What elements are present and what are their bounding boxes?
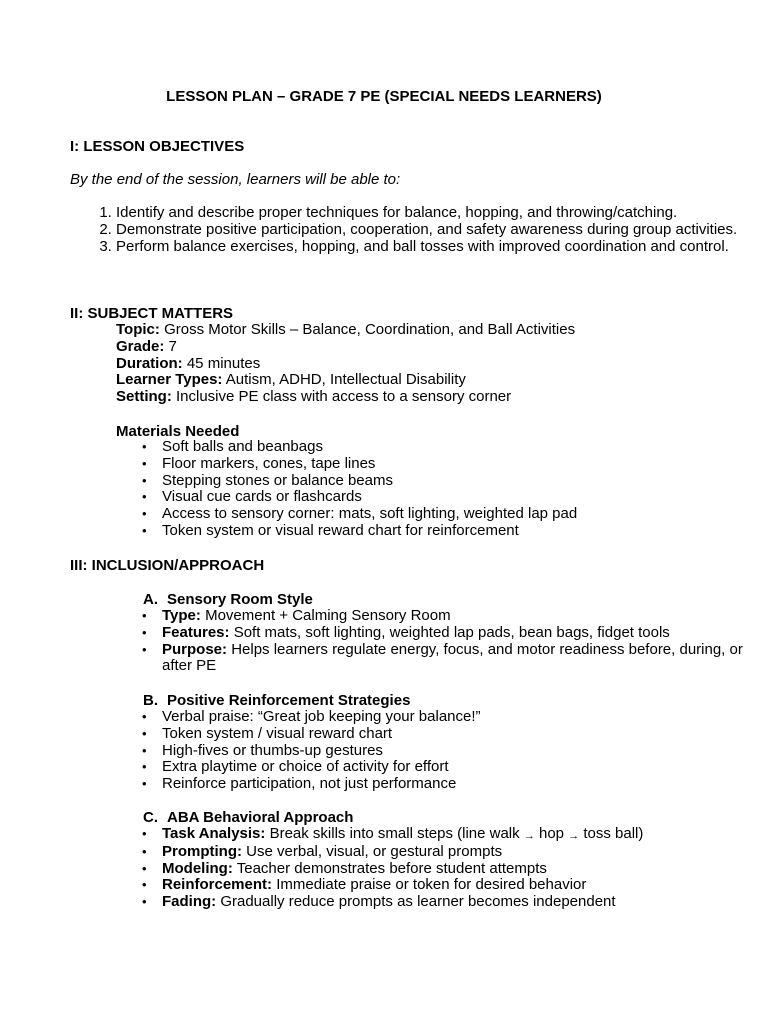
item-label: Features: <box>162 623 230 641</box>
subsection-title: ABA Behavioral Approach <box>167 809 354 826</box>
row-value: Inclusive PE class with access to a sensory corner <box>176 388 512 406</box>
list-item: • Soft balls and beanbags <box>162 439 722 456</box>
item-label: Prompting: <box>162 842 242 860</box>
list-item <box>162 826 752 844</box>
row-label: Setting: <box>116 388 172 406</box>
list-item: • Floor markers, cones, tape lines <box>162 456 722 473</box>
row-label: Duration: <box>116 354 183 372</box>
item-label: Purpose: <box>162 640 228 658</box>
subject-row-setting <box>116 389 575 406</box>
sensory-room-list <box>116 608 752 675</box>
list-item <box>162 642 752 676</box>
item-label: Type: <box>162 607 201 624</box>
list-item: • Reinforce participation, not just performance <box>162 776 752 793</box>
subject-row-topic <box>116 322 575 339</box>
materials-heading: Materials Needed <box>116 423 240 440</box>
list-item: • Token system or visual reward chart for reinforcement <box>162 523 722 540</box>
list-item: 3. Perform balance exercises, hopping, and ball tosses with improved coordination and control. <box>116 238 746 255</box>
subsection-title: Sensory Room Style <box>167 591 313 608</box>
list-item <box>162 625 752 642</box>
list-item <box>162 877 752 894</box>
list-item <box>162 861 752 878</box>
objectives-intro: By the end of the session, learners will be able to: <box>70 171 401 188</box>
list-item: • High-fives or thumbs-up gestures <box>162 743 752 760</box>
row-label: Learner Types: <box>116 371 223 389</box>
item-value: Teacher demonstrates before student attempts <box>236 859 547 877</box>
item-value: Movement + Calming Sensory Room <box>205 607 451 624</box>
list-item: • Access to sensory corner: mats, soft lighting, weighted lap pad <box>162 506 722 523</box>
item-value: Break skills into small steps (line walk <box>269 825 520 842</box>
list-item: • Extra playtime or choice of activity for effort <box>162 759 752 776</box>
list-item: • Visual cue cards or flashcards <box>162 489 722 506</box>
subsection-letter: B. <box>143 692 158 709</box>
item-value: hop <box>538 825 565 842</box>
list-item: • Verbal praise: “Great job keeping your balance!” <box>162 709 752 726</box>
subsection-letter: A. <box>143 591 158 608</box>
subject-row-grade <box>116 339 575 356</box>
row-value: 7 <box>168 337 177 355</box>
item-value: Use verbal, visual, or gestural prompts <box>246 842 503 860</box>
list-item: 2. Demonstrate positive participation, cooperation, and safety awareness during group activities. <box>116 221 746 238</box>
reinforcement-list <box>116 709 752 793</box>
row-value: 45 minutes <box>186 354 261 372</box>
list-item <box>162 608 752 625</box>
list-item: 1. Identify and describe proper techniques for balance, hopping, and throwing/catching. <box>116 204 746 221</box>
subsection-c-heading <box>143 809 353 826</box>
item-label: Reinforcement: <box>162 876 273 894</box>
item-label: Modeling: <box>162 859 233 877</box>
right-arrow-icon: → <box>568 830 580 842</box>
aba-list <box>116 826 752 911</box>
row-value: Gross Motor Skills – Balance, Coordination, and Ball Activities <box>164 321 576 338</box>
list-item <box>162 844 752 861</box>
subsection-letter: C. <box>143 809 158 826</box>
materials-list <box>116 439 722 540</box>
subsection-title: Positive Reinforcement Strategies <box>167 692 411 709</box>
item-value: Soft mats, soft lighting, weighted lap pads, bean bags, fidget tools <box>233 623 670 641</box>
objectives-heading: I: LESSON OBJECTIVES <box>70 138 245 155</box>
list-item: • Stepping stones or balance beams <box>162 473 722 490</box>
item-value: Helps learners regulate energy, focus, and motor readiness before, during, or after PE <box>162 640 743 675</box>
item-label: Task Analysis: <box>162 825 266 842</box>
subject-heading: II: SUBJECT MATTERS <box>70 305 234 322</box>
document-title: LESSON PLAN – GRADE 7 PE (SPECIAL NEEDS LEARNERS) <box>166 88 602 105</box>
subject-details <box>116 322 575 406</box>
list-item <box>162 894 752 911</box>
row-label: Grade: <box>116 337 165 355</box>
list-item: • Token system / visual reward chart <box>162 726 752 743</box>
item-label: Fading: <box>162 893 217 911</box>
subsection-a-heading <box>143 591 313 608</box>
item-value: Gradually reduce prompts as learner becomes independent <box>220 893 616 911</box>
item-value: Immediate praise or token for desired behavior <box>276 876 587 894</box>
inclusion-heading: III: INCLUSION/APPROACH <box>70 557 265 574</box>
subject-row-learner-types <box>116 372 575 389</box>
subject-row-duration <box>116 356 575 373</box>
row-label: Topic: <box>116 321 160 338</box>
subsection-b-heading <box>143 692 410 709</box>
row-value: Autism, ADHD, Intellectual Disability <box>225 371 466 389</box>
right-arrow-icon: → <box>523 830 535 842</box>
objectives-list <box>70 204 746 255</box>
item-value: toss ball) <box>583 825 644 842</box>
